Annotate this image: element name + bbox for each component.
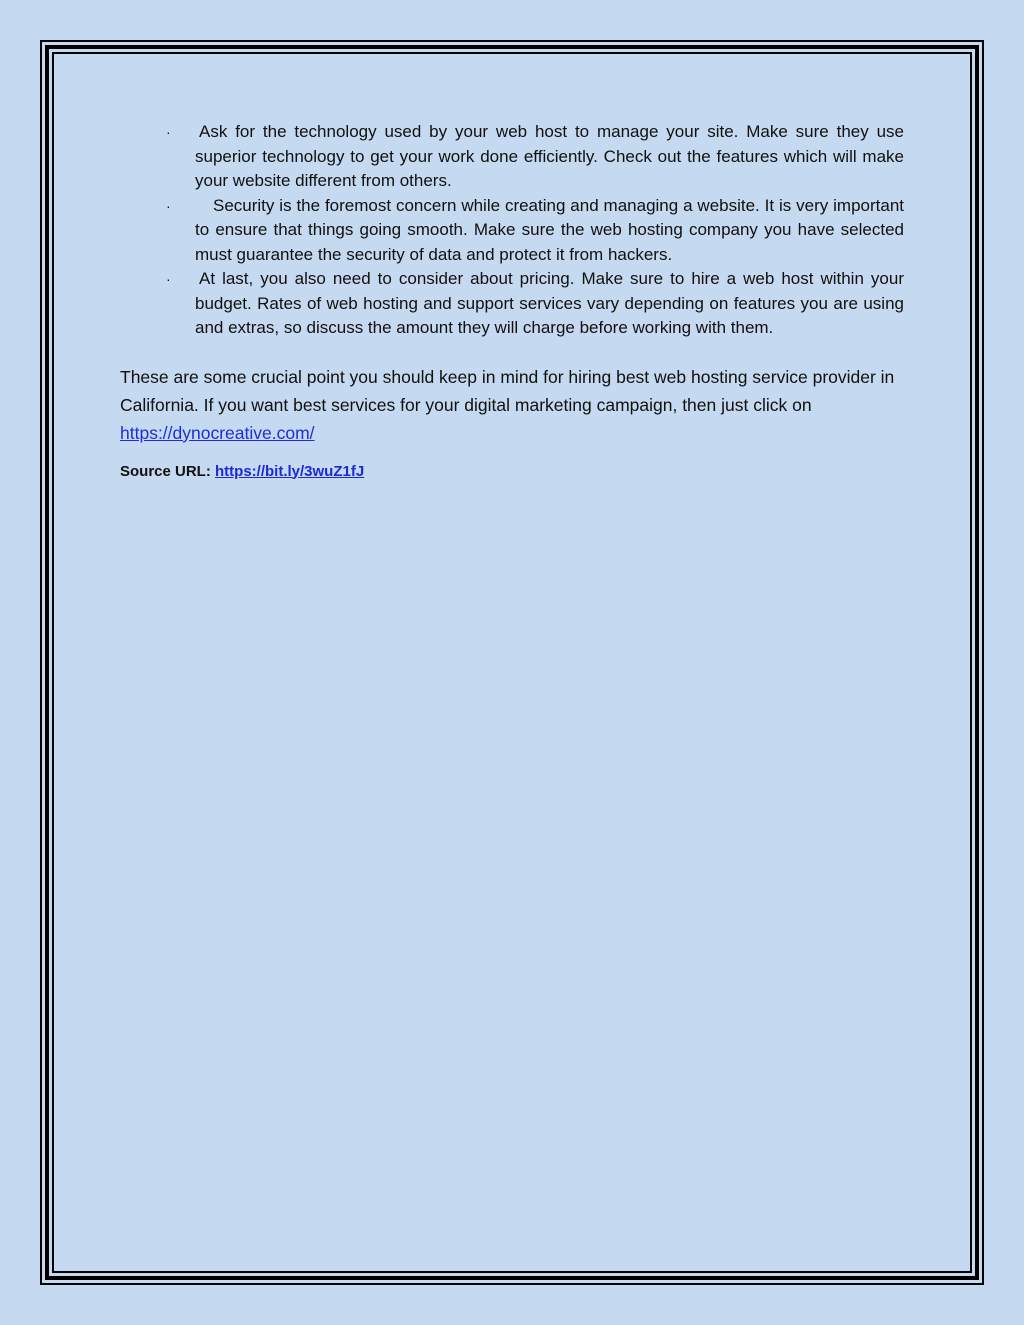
bullet-text-security: Security is the foremost concern while creating and managing a website. It is very important to ensure that things going smooth. Make sure the web hosting company you have selected must guarantee the security of data and protect it from hackers. xyxy=(195,195,904,264)
dynocreative-link[interactable]: https://dynocreative.com/ xyxy=(120,422,315,443)
bullet-icon: · xyxy=(166,271,171,287)
bullet-text-technology: Ask for the technology used by your web host to manage your site. Make sure they use superior technology to get your work done efficiently. Check out the features which will make your website different from others. xyxy=(195,122,904,190)
bullet-icon: · xyxy=(166,197,171,214)
document-body xyxy=(120,120,904,483)
list-item xyxy=(120,267,904,341)
list-item xyxy=(120,194,904,268)
bullet-list xyxy=(120,120,904,341)
list-item xyxy=(120,120,904,194)
source-label: Source URL: xyxy=(120,462,216,480)
bullet-text-pricing: At last, you also need to consider about pricing. Make sure to hire a web host within your budget. Rates of web hosting and support services vary depending on features you are using and extras, so discuss the amount they will charge before working with them. xyxy=(195,269,904,337)
bullet-icon: · xyxy=(166,124,171,140)
source-line xyxy=(120,461,904,483)
source-url-link[interactable]: https://bit.ly/3wuZ1fJ xyxy=(215,462,365,480)
summary-text: These are some crucial point you should keep in mind for hiring best web hosting service provider in California. If you want best services for your digital marketing campaign, then just click on xyxy=(120,366,895,415)
summary-paragraph xyxy=(120,363,904,447)
